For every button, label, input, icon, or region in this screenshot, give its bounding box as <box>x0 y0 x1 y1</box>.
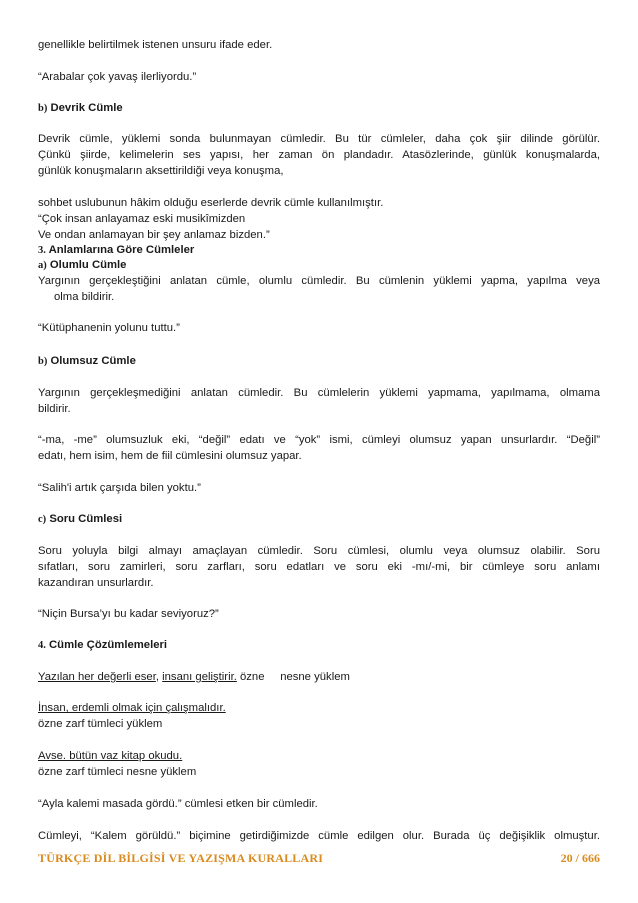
section-heading-3 <box>38 243 600 259</box>
paragraph-line: günlük konuşmaların aksettirildiği veya konuşma, <box>38 165 284 177</box>
paragraph-line: Yargının gerçekleşmediğini anlatan cümledir. Bu cümlelerin yüklemi yapmama, yapılmama, olmama <box>38 387 600 399</box>
subheading-soru-cumlesi <box>38 512 600 528</box>
subheading-title: Olumlu Cümle <box>49 259 127 271</box>
example-quote: “Salih'i artık çarşıda bilen yoktu.” <box>38 482 201 494</box>
analysis-gloss: özne zarf tümleci yüklem <box>38 718 163 730</box>
poem-line: “Çok insan anlayamaz eski musikîmizden <box>38 213 246 225</box>
paragraph-line: olma bildirir. <box>54 291 115 303</box>
section-heading-4 <box>38 638 600 654</box>
subject-phrase: Yazılan her değerli eser <box>38 671 156 683</box>
example-quote: “Kütüphanenin yolunu tuttu.” <box>38 322 180 334</box>
subheading-letter: b) <box>38 356 48 367</box>
subheading-title: Soru Cümlesi <box>49 513 123 525</box>
analysis-example-2: İnsan, erdemli olmak için çalışmalıdır. <box>38 702 226 714</box>
analysis-example-3: Avse. bütün vaz kitap okudu. <box>38 750 183 762</box>
section-number: 4. <box>38 640 46 651</box>
paragraph-line: edatı, hem isim, hem de fiil cümlesini olumsuz yapar. <box>38 450 302 462</box>
subheading-olumlu-cumle <box>38 258 600 274</box>
comma: , <box>155 671 159 683</box>
paragraph-line: Yargının gerçekleştiğini anlatan cümle, olumlu cümledir. Bu cümlenin yüklemi yapma, yapılma veya <box>38 275 600 287</box>
section-title: Anlamlarına Göre Cümleler <box>48 244 195 256</box>
paragraph-line: kazandıran unsurlardır. <box>38 577 154 589</box>
subheading-olumsuz-cumle <box>38 354 600 370</box>
example-quote: “Arabalar çok yavaş ilerliyordu.” <box>38 71 197 83</box>
paragraph-line: Cümleyi, “Kalem görüldü.” biçimine getirdiğimizde cümle edilgen olur. Burada üç değişiklik olmuştur. <box>38 830 600 842</box>
predicate-phrase: insanı geliştirir. <box>162 671 237 683</box>
page-footer <box>38 851 600 867</box>
page-number: 20 / 666 <box>560 851 600 865</box>
example-quote: “Niçin Bursa’yı bu kadar seviyoruz?” <box>38 608 219 620</box>
subheading-title: Devrik Cümle <box>50 102 123 114</box>
paragraph-line: “-ma, -me” olumsuzluk eki, “değil” edatı ve “yok” ismi, cümleyi olumsuz yapan unsurlardır. “Değil” <box>38 434 600 446</box>
subheading-letter: b) <box>38 103 48 114</box>
poem-line: Ve ondan anlamayan bir şey anlamaz bizden.” <box>38 229 270 241</box>
paragraph-line: Soru yoluyla bilgi almayı amaçlayan cümledir. Soru cümlesi, olumlu veya olumsuz olabilir. Soru <box>38 545 600 557</box>
section-title: Cümle Çözümlemeleri <box>49 639 168 651</box>
footer-title: TÜRKÇE DİL BİLGİSİ VE YAZIŞMA KURALLARI <box>38 851 324 865</box>
paragraph-line: sohbet uslubunun hâkim olduğu eserlerde devrik cümle kullanılmıştır. <box>38 197 384 209</box>
paragraph-line: Devrik cümle, yüklemi sonda bulunmayan cümledir. Bu tür cümleler, daha çok şiir dilinde görülür. <box>38 133 600 145</box>
analysis-example-1 <box>38 670 600 686</box>
subheading-devrik-cumle <box>38 101 600 117</box>
paragraph-line: Çünkü şiirde, kelimelerin ses yapısı, her zaman ön plandadır. Atasözlerinde, günlük konuşmalarda, <box>38 149 600 161</box>
paragraph-line: “Ayla kalemi masada gördü.” cümlesi etken bir cümledir. <box>38 798 318 810</box>
subheading-letter: a) <box>38 260 47 271</box>
paragraph-line: bildirir. <box>38 403 71 415</box>
analysis-gloss: özne zarf tümleci nesne yüklem <box>38 766 197 778</box>
text-line: genellikle belirtilmek istenen unsuru ifade eder. <box>38 39 273 51</box>
paragraph-line: sıfatları, soru zamirleri, soru zarfları, soru edatları ve soru eki -mı/-mi, bir cümleye soru anlamı <box>38 561 600 573</box>
section-number: 3. <box>38 245 46 256</box>
subheading-title: Olumsuz Cümle <box>50 355 136 367</box>
subheading-letter: c) <box>38 514 47 525</box>
analysis-gloss: özne nesne yüklem <box>240 671 350 683</box>
